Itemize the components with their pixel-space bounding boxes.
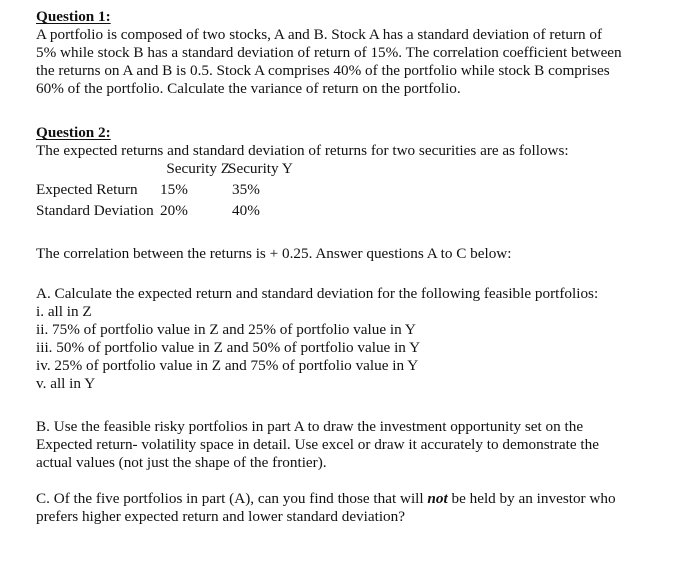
securities-table	[36, 160, 324, 223]
question-1-line: the returns on A and B is 0.5. Stock A comprises 40% of the portfolio while stock B comprises	[36, 62, 610, 79]
part-a-item: i. all in Z	[36, 303, 92, 320]
table-row	[36, 181, 324, 202]
question-1-line: 60% of the portfolio. Calculate the variance of return on the portfolio.	[36, 80, 461, 97]
security-z-value: 20%	[160, 202, 188, 219]
question-1-body	[36, 26, 676, 98]
column-header-security-z	[160, 160, 232, 181]
part-c-text: be held by an investor who	[447, 490, 616, 507]
security-y-value: 35%	[232, 181, 260, 198]
part-c-line	[36, 490, 676, 508]
question-2-intro: The expected returns and standard deviation of returns for two securities are as follows:	[36, 142, 569, 159]
correlation-statement: The correlation between the returns is + 0.25. Answer questions A to C below:	[36, 245, 512, 262]
part-c-text: C. Of the five portfolios in part (A), can you find those that will	[36, 490, 428, 507]
part-a-title: A. Calculate the expected return and standard deviation for the following feasible portfolios:	[36, 285, 599, 302]
part-c-emphasis: not	[427, 490, 448, 507]
question-1-line: 5% while stock B has a standard deviation of return of 15%. The correlation coefficient between	[36, 44, 622, 61]
question-1-heading: Question 1:	[36, 8, 111, 25]
security-z-value: 15%	[160, 181, 188, 198]
part-b-line: actual values (not just the shape of the frontier).	[36, 454, 327, 471]
part-a-item: ii. 75% of portfolio value in Z and 25% of portfolio value in Y	[36, 321, 416, 338]
column-header-security-y	[228, 160, 324, 181]
part-a-item: iii. 50% of portfolio value in Z and 50% of portfolio value in Y	[36, 339, 421, 356]
column-header-security-y-text: Security Y	[228, 160, 293, 177]
column-header-security-z-text: Security Z	[166, 160, 230, 177]
table-row	[36, 202, 324, 223]
question-2-heading: Question 2:	[36, 124, 111, 141]
question-1-line: A portfolio is composed of two stocks, A and B. Stock A has a standard deviation of return of	[36, 26, 603, 43]
part-b-line: B. Use the feasible risky portfolios in part A to draw the investment opportunity set on the	[36, 418, 584, 435]
row-label: Standard Deviation	[36, 202, 154, 219]
part-a-item: v. all in Y	[36, 375, 96, 392]
part-c-line: prefers higher expected return and lower standard deviation?	[36, 508, 405, 525]
securities-table-header	[36, 160, 324, 181]
security-y-value: 40%	[232, 202, 260, 219]
document-page	[36, 8, 676, 526]
part-b-line: Expected return- volatility space in detail. Use excel or draw it accurately to demonstrate the	[36, 436, 599, 453]
row-label: Expected Return	[36, 181, 138, 198]
part-a-item: iv. 25% of portfolio value in Z and 75% of portfolio value in Y	[36, 357, 419, 374]
